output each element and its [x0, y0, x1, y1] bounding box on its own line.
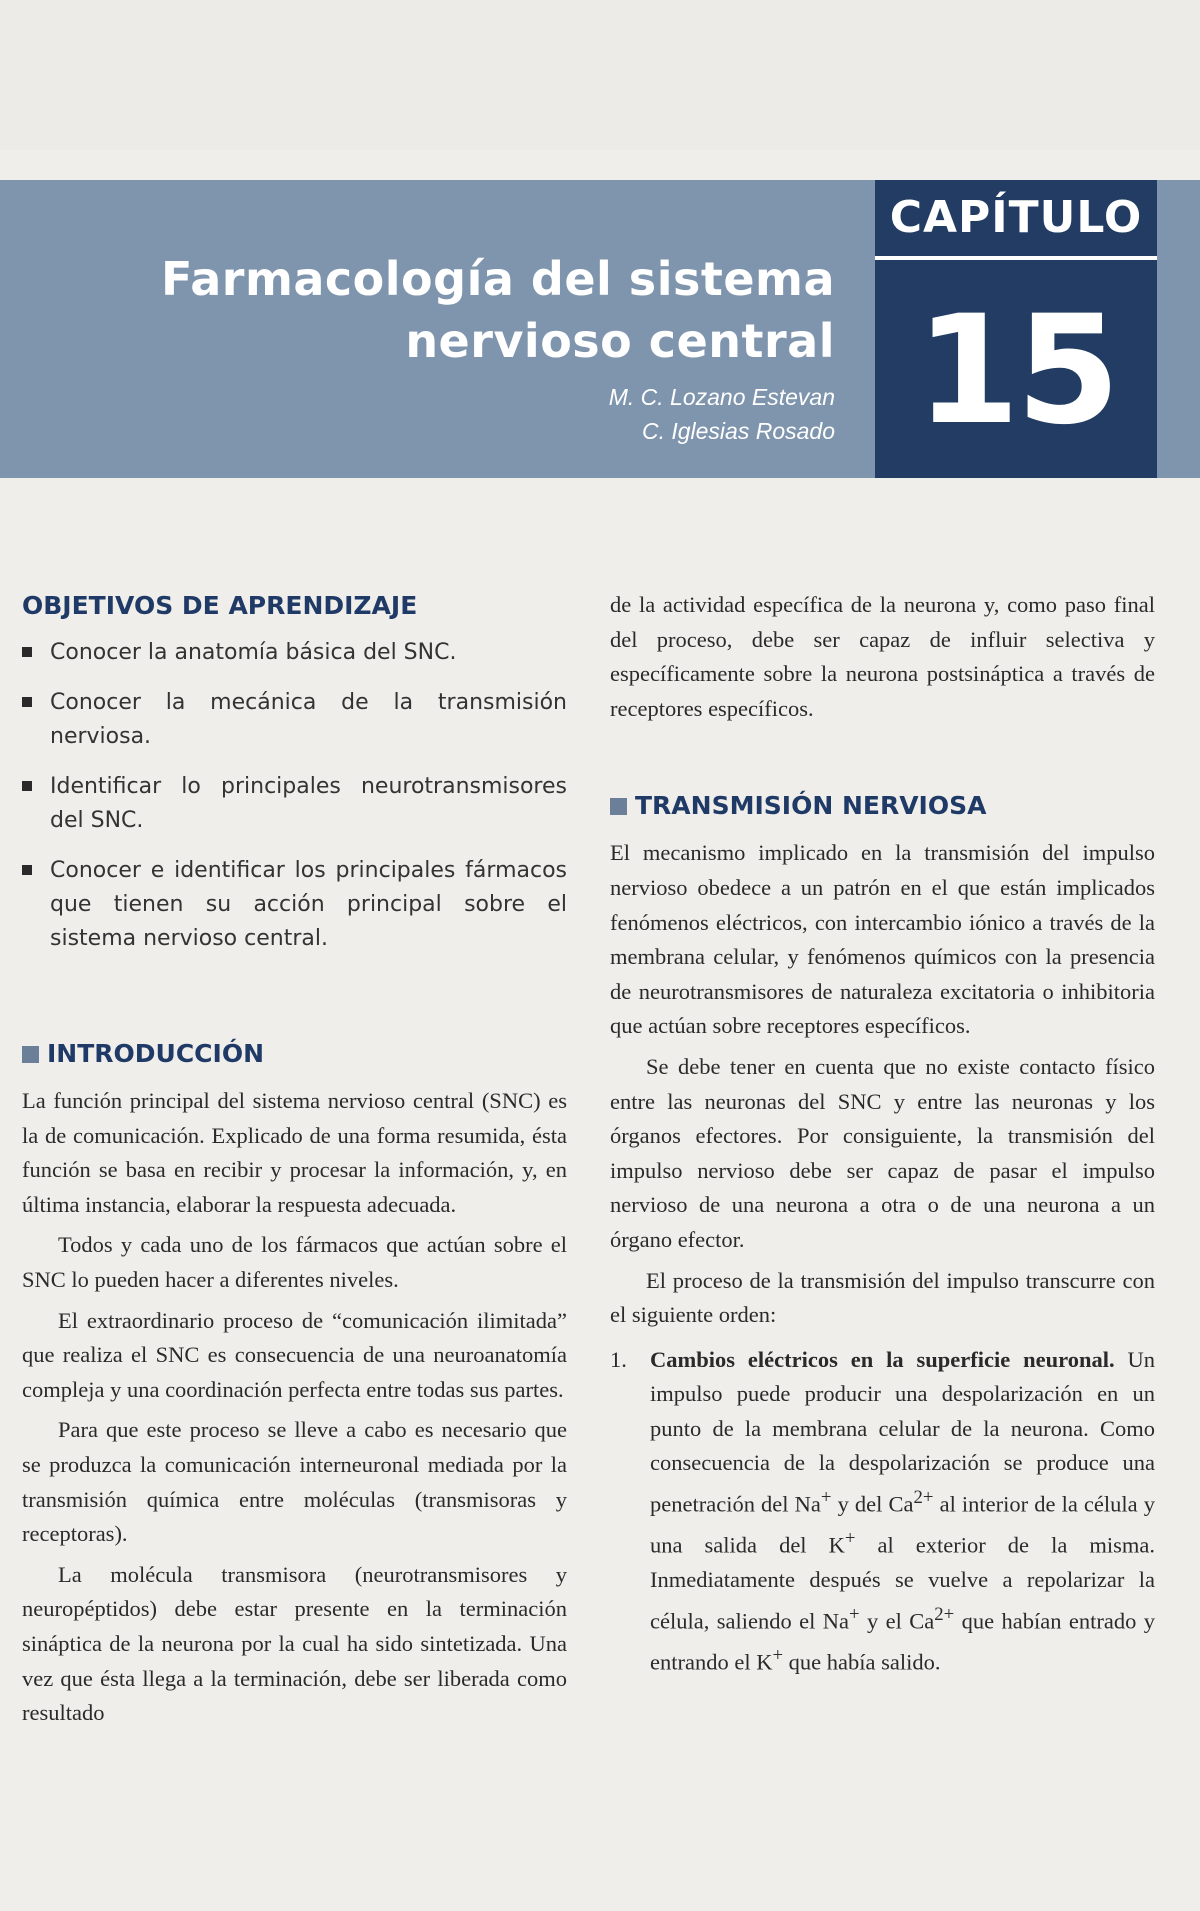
list-item	[22, 854, 567, 956]
intro-paragraph-1: La función principal del sistema nervioso central (SNC) es la de comunicación. Explicado de una forma resumida, ésta función se basa en recibir y procesar la información, y, en última instancia, elaborar la respuesta adecuada.	[22, 1088, 567, 1217]
step-text-b: y del Ca	[837, 1491, 914, 1517]
step-title: Cambios eléctricos en la superficie neuronal.	[650, 1346, 1115, 1372]
chapter-title	[161, 248, 835, 372]
transmission-heading	[610, 788, 1155, 824]
section-square-icon	[22, 1046, 39, 1063]
section-square-icon	[610, 798, 627, 815]
bullet-square-icon	[22, 865, 32, 875]
step-text-g: que habían entrado y entrando el K	[650, 1608, 1156, 1675]
chapter-title-line1: Farmacología del sistema	[160, 252, 835, 306]
bullet-square-icon	[22, 647, 32, 657]
transmission-paragraph-1: El mecanismo implicado en la transmisión del impulso nervioso obedece a un patrón en el que están implicados fenómenos eléctricos, con intercambio iónico a través de la membrana celular, y fenómenos químicos con la presencia de neurotransmisores de naturaleza excitatoria o inhibitoria que actúan sobre receptores específicos.	[610, 840, 1155, 1039]
bullet-square-icon	[22, 697, 32, 707]
objective-text: Conocer la anatomía básica del SNC.	[50, 640, 457, 665]
objective-text: Identificar lo principales neurotransmisores del SNC.	[50, 774, 567, 833]
bullet-square-icon	[22, 781, 32, 791]
page-top-margin	[0, 0, 1200, 150]
chapter-label: CAPÍTULO	[889, 192, 1143, 243]
step-text-d: al exterior de la misma.	[877, 1532, 1155, 1558]
superscript: +	[820, 1487, 832, 1509]
steps-list	[610, 1343, 1155, 1680]
authors	[609, 380, 835, 448]
intro-paragraph-3: El extraordinario proceso de “comunicación ilimitada” que realiza el SNC es consecuencia de una neuroanatomía compleja y una coordinación perfecta entre todas sus partes.	[22, 1307, 567, 1402]
author-2: C. Iglesias Rosado	[641, 418, 835, 444]
introduction-heading	[22, 1036, 567, 1072]
intro-paragraph-4: Para que este proceso se lleve a cabo es necesario que se produzca la comunicación interneuronal mediada por la transmisión química entre moléculas (transmisoras y receptoras).	[22, 1417, 567, 1547]
chapter-title-line2: nervioso central	[405, 314, 835, 368]
transmission-heading-text: TRANSMISIÓN NERVIOSA	[635, 791, 987, 821]
step-text-h: que había salido.	[788, 1649, 941, 1675]
superscript: +	[844, 1528, 856, 1550]
list-item	[22, 636, 567, 670]
objective-text: Conocer e identificar los principales fármacos que tienen su acción principal sobre el sistema nervioso central.	[50, 858, 567, 951]
transmission-paragraph-3: El proceso de la transmisión del impulso transcurre con el siguiente orden:	[610, 1267, 1155, 1328]
right-column	[610, 588, 1155, 1680]
intro-paragraph-2: Todos y cada uno de los fármacos que actúan sobre el SNC lo pueden hacer a diferentes niveles.	[22, 1232, 567, 1292]
step-text-a: Un impulso puede producir una despolarización en un punto de la membrana celular de la neurona. Como consecuencia de la despolarización se produce una penetración del Na	[650, 1346, 1155, 1517]
step-number: 1.	[610, 1346, 627, 1372]
objectives-list	[22, 636, 567, 956]
chapter-number: 15	[915, 284, 1117, 458]
list-item	[22, 770, 567, 838]
objective-text: Conocer la mecánica de la transmisión nerviosa.	[50, 690, 567, 749]
left-column	[22, 588, 567, 1737]
list-item	[610, 1343, 1155, 1680]
superscript: +	[849, 1603, 860, 1625]
list-item	[22, 686, 567, 754]
step-text-f: y el Ca	[866, 1608, 935, 1634]
chapter-divider	[875, 256, 1157, 260]
author-1: M. C. Lozano Estevan	[608, 384, 835, 410]
introduction-heading-text: INTRODUCCIÓN	[47, 1039, 265, 1068]
superscript: 2+	[913, 1487, 934, 1509]
continuation-paragraph: de la actividad específica de la neurona y, como paso final del proceso, debe ser capaz de influir selectiva y específicamente sobre la neurona postsináptica a través de receptores específicos.	[610, 592, 1155, 721]
objectives-heading: OBJETIVOS DE APRENDIZAJE	[22, 591, 418, 620]
step-text-c: al interior de la célula y una salida del K	[650, 1491, 1156, 1558]
superscript: 2+	[934, 1603, 955, 1625]
intro-paragraph-5: La molécula transmisora (neurotransmisores y neuropéptidos) debe estar presente en la terminación sináptica de la neurona por la cual ha sido sintetizada. Una vez que ésta llega a la terminación, debe ser liberada como resultado	[22, 1561, 567, 1726]
superscript: +	[772, 1644, 784, 1666]
step-text-e: Inmediatamente después se vuelve a repolarizar la célula, saliendo el Na	[650, 1567, 1155, 1634]
transmission-paragraph-2: Se debe tener en cuenta que no existe contacto físico entre las neuronas del SNC y entre las neuronas y los órganos efectores. Por consiguiente, la transmisión del impulso nervioso debe ser capaz de pasar el impulso nervioso de una neurona a otra o de una neurona a un órgano efector.	[610, 1053, 1155, 1252]
